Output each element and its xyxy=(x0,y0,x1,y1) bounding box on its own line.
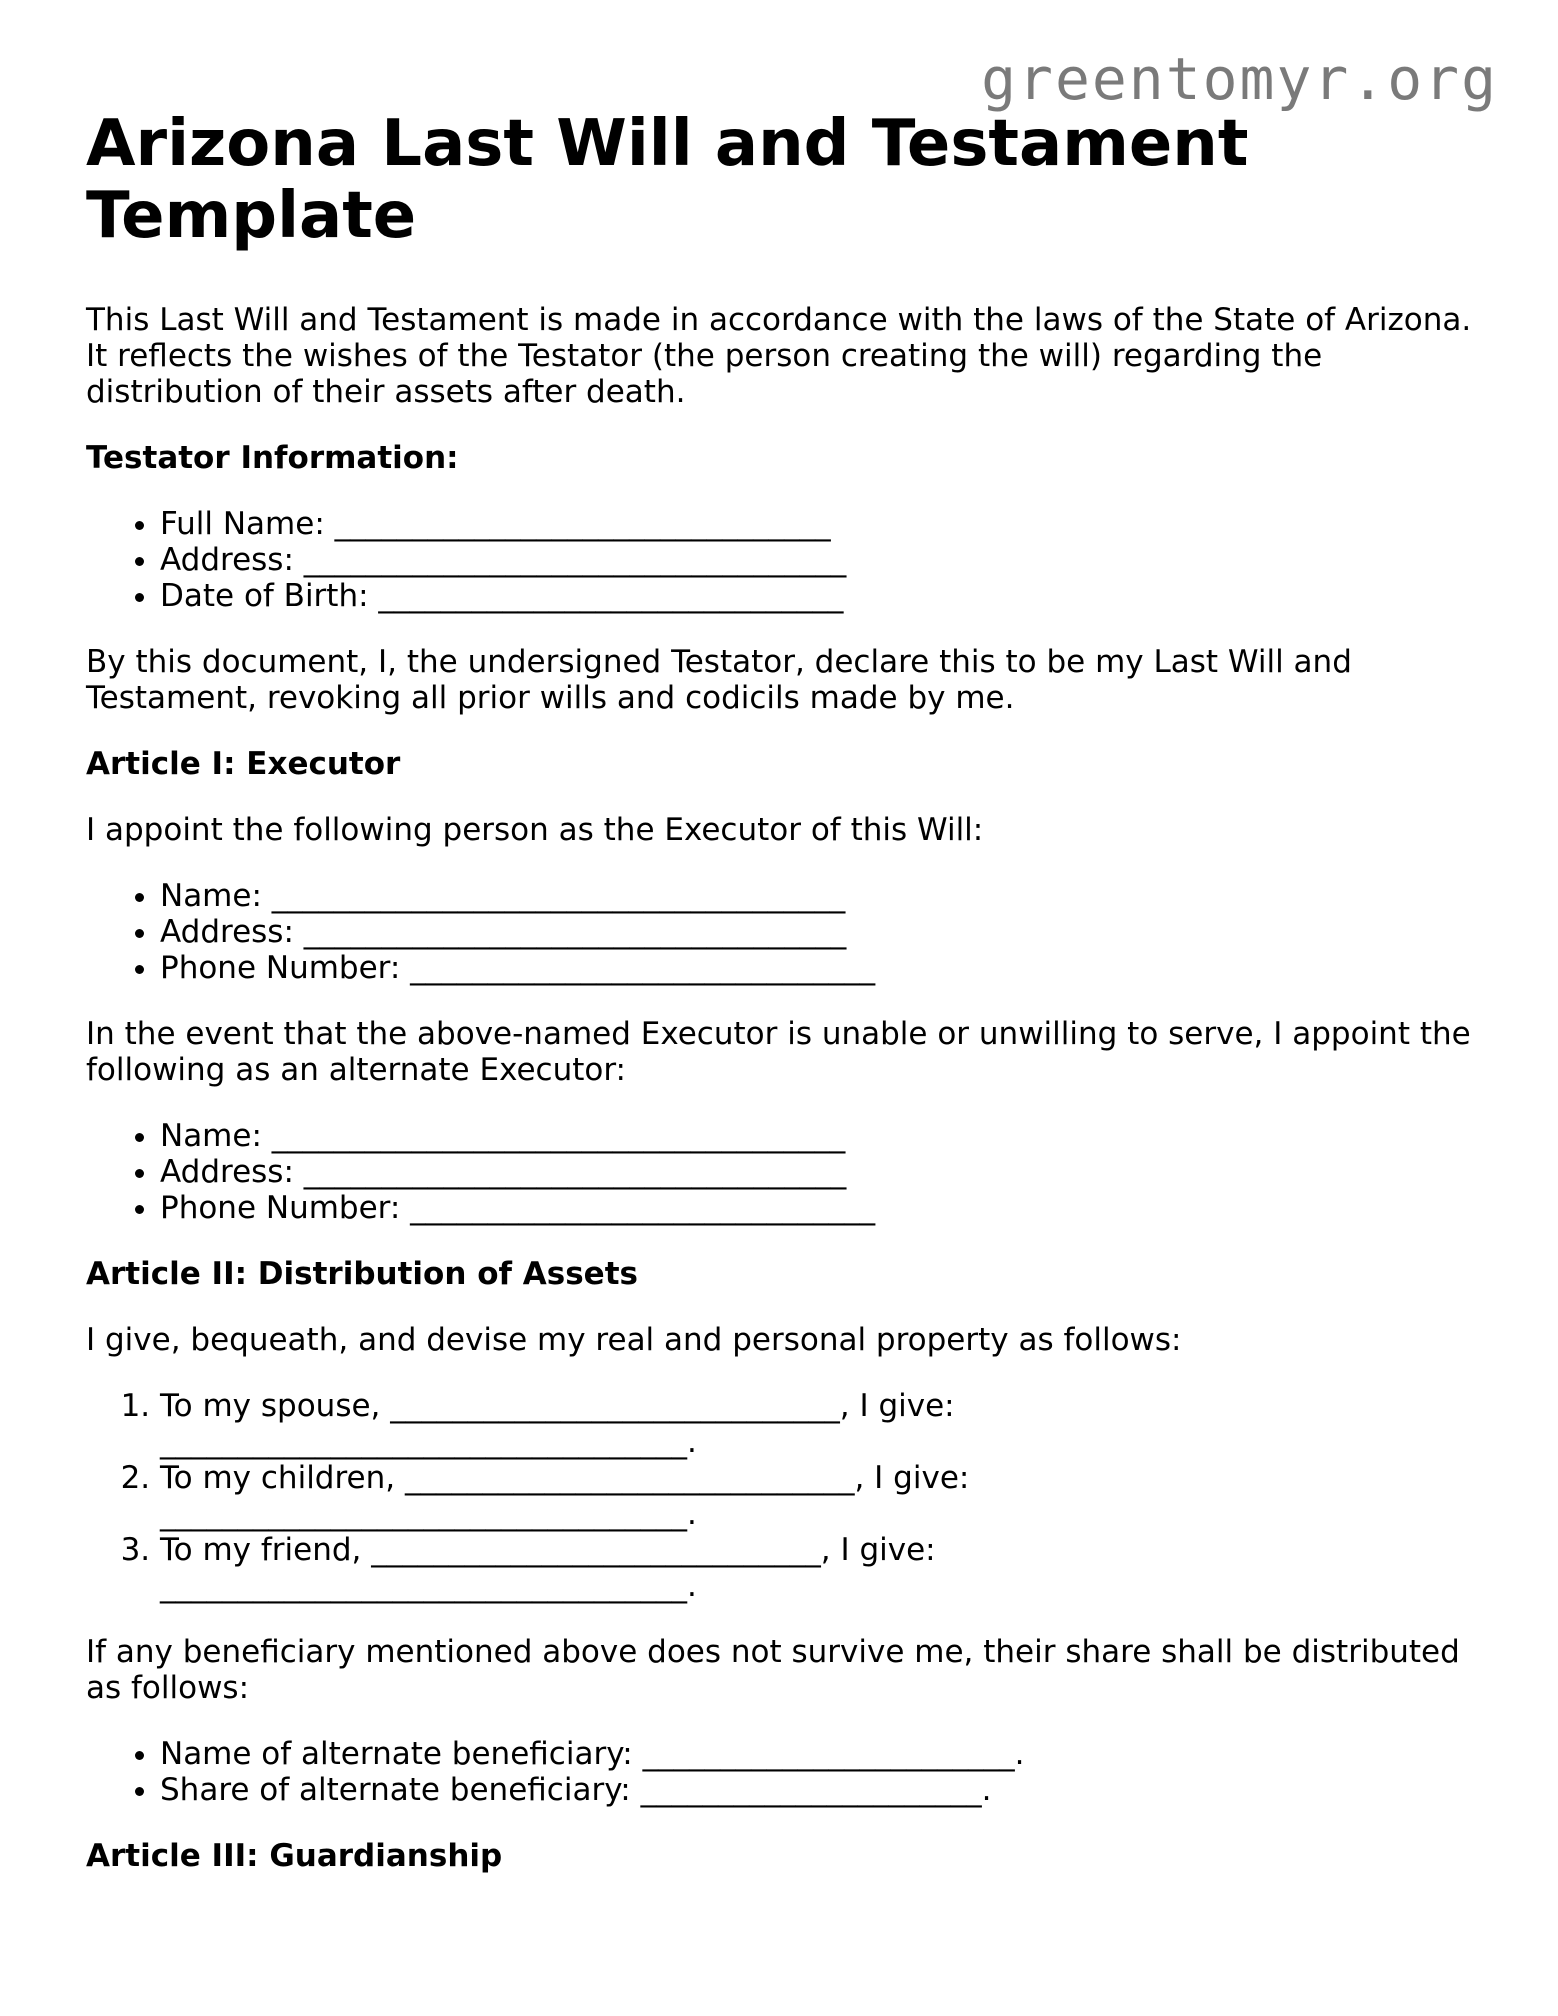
alternate-executor-fields xyxy=(86,1118,1486,1226)
executor-fields xyxy=(86,878,1486,986)
testator-fields xyxy=(86,506,1486,614)
testator-address-field: • Address: ___________________________________ xyxy=(160,542,1486,578)
article1-heading: Article I: Executor xyxy=(86,746,401,782)
bequest-friend-line2: __________________________________. xyxy=(160,1568,697,1604)
article1-intro: I appoint the following person as the Executor of this Will: xyxy=(86,812,984,848)
declaration-paragraph: By this document, I, the undersigned Testator, declare this to be my Last Will and Testament, revoking all prior wills and codicils made by me. xyxy=(86,644,1352,716)
alternate-executor-intro: In the event that the above-named Executor is unable or unwilling to serve, I appoint the following as an alternate Executor: xyxy=(86,1016,1471,1088)
testator-heading: Testator Information: xyxy=(86,440,459,476)
bequest-friend-line1: To my friend, _____________________________, I give: xyxy=(160,1532,936,1568)
bequest-children-line1: To my children, _____________________________, I give: xyxy=(160,1460,970,1496)
intro-paragraph: This Last Will and Testament is made in accordance with the laws of the State of Arizona. It reflects the wishes of the Testator (the person creating the will) regarding the distribution of their assets after death. xyxy=(86,302,1472,410)
watermark: greentomyr.org xyxy=(981,45,1498,113)
executor-phone-field: • Phone Number: ______________________________ xyxy=(160,950,1486,986)
testator-dob-field: • Date of Birth: ______________________________ xyxy=(160,578,1486,614)
alternate-beneficiary-name-field: • Name of alternate beneficiary: ________________________. xyxy=(160,1736,1486,1772)
alternate-beneficiary-share-field: • Share of alternate beneficiary: ______________________. xyxy=(160,1772,1486,1808)
bequest-children xyxy=(160,1460,1486,1532)
executor-name-field: • Name: _____________________________________ xyxy=(160,878,1486,914)
executor-address-field: • Address: ___________________________________ xyxy=(160,914,1486,950)
bequest-spouse-line2: __________________________________. xyxy=(160,1424,697,1460)
alternate-executor-phone-field: • Phone Number: ______________________________ xyxy=(160,1190,1486,1226)
document-title: Arizona Last Will and Testament Template xyxy=(86,107,1249,253)
alternate-beneficiary-fields xyxy=(86,1736,1486,1808)
bequest-spouse xyxy=(160,1388,1486,1460)
bequest-friend xyxy=(160,1532,1486,1604)
bequest-list xyxy=(86,1388,1486,1604)
alternate-executor-address-field: • Address: ___________________________________ xyxy=(160,1154,1486,1190)
article3-heading: Article III: Guardianship xyxy=(86,1838,503,1874)
article2-heading: Article II: Distribution of Assets xyxy=(86,1256,638,1292)
alternate-executor-name-field: • Name: _____________________________________ xyxy=(160,1118,1486,1154)
survival-paragraph: If any beneficiary mentioned above does not survive me, their share shall be distributed as follows: xyxy=(86,1634,1460,1706)
article2-intro: I give, bequeath, and devise my real and personal property as follows: xyxy=(86,1322,1182,1358)
bequest-spouse-line1: To my spouse, _____________________________, I give: xyxy=(160,1388,955,1424)
document-page xyxy=(86,108,1486,1904)
testator-full-name-field: • Full Name: ________________________________ xyxy=(160,506,1486,542)
bequest-children-line2: __________________________________. xyxy=(160,1496,697,1532)
